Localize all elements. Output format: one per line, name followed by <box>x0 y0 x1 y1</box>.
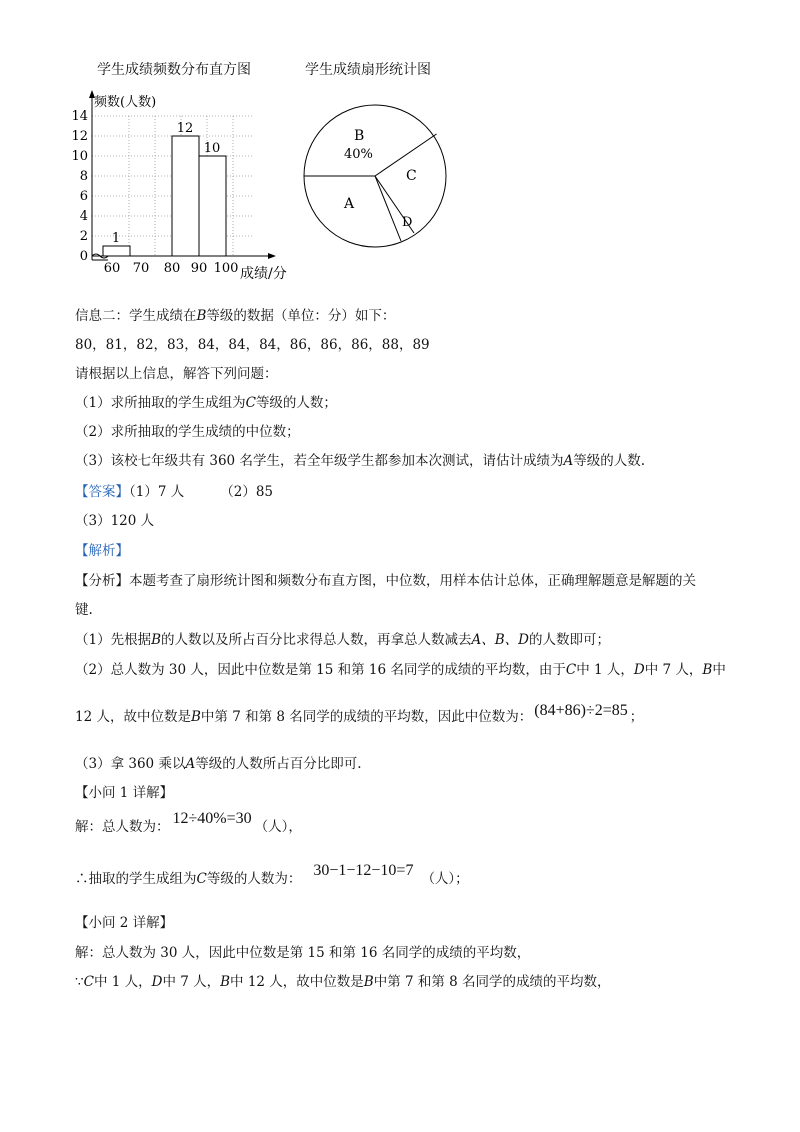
y-tick-label: 14 <box>71 109 88 124</box>
histogram-chart <box>48 88 308 288</box>
detail-1-line-1: 解：总人数为： 12÷40%=30 （人）， <box>75 810 302 835</box>
x-tick-label: 60 <box>103 261 121 276</box>
subq2-header: 【小问 2 详解】 <box>75 915 174 931</box>
y-tick-label: 12 <box>71 129 88 144</box>
y-tick-label: 10 <box>71 149 88 164</box>
x-axis-arrow <box>268 253 276 259</box>
question-1: （1）求所抽取的学生成组为C等级的人数； <box>75 395 337 411</box>
subq1-header: 【小问 1 详解】 <box>75 785 174 801</box>
histogram-bar <box>103 246 130 256</box>
jiexi-tag: 【解析】 <box>75 543 129 559</box>
bar-data-label: 12 <box>176 121 194 136</box>
x-axis-label: 成绩/分 <box>240 266 287 282</box>
total-formula: 12÷40%=30 <box>172 810 252 827</box>
answer-3: （3）120 人 <box>75 513 155 529</box>
x-tick-label: 100 <box>213 261 239 276</box>
pie-chart <box>300 88 470 258</box>
x-tick-label: 90 <box>190 261 208 276</box>
y-axis-label: 频数(人数) <box>94 95 157 110</box>
pie-label-b: B <box>354 128 365 144</box>
analysis-line-1: 【分析】本题考查了扇形统计图和频数分布直方图，中位数，用样本估计总体，正确理解题意是解题的关 <box>75 573 696 589</box>
pie-label-b-pct: 40% <box>344 147 373 162</box>
pie-title: 学生成绩扇形统计图 <box>305 62 431 78</box>
y-tick-label: 0 <box>79 249 88 264</box>
step-2: （2）总人数为 30 人，因此中位数是第 15 和第 16 名同学的成绩的平均数，由于C中 1 人，D中 7 人，B中 <box>75 662 726 678</box>
analysis-line-2: 键. <box>75 602 93 618</box>
step-3: （3）拿 360 乘以A等级的人数所占百分比即可. <box>75 756 362 772</box>
median-formula: (84+86)÷2=85 <box>534 702 628 719</box>
step-1: （1）先根据B的人数以及所占百分比求得总人数，再拿总人数减去A、B、D的人数即可； <box>75 632 611 648</box>
info2-line: 信息二：学生成绩在B等级的数据（单位：分）如下： <box>75 308 396 324</box>
y-tick-label: 4 <box>79 209 88 224</box>
c-count-formula: 30−1−12−10=7 <box>313 862 414 879</box>
pie-label-d: D <box>402 215 413 230</box>
pie-label-c: C <box>406 168 417 184</box>
detail-2-line-1: 解：总人数为 30 人，因此中位数是第 15 和第 16 名同学的成绩的平均数， <box>75 945 531 961</box>
question-3: （3）该校七年级共有 360 名学生，若全年级学生都参加本次测试，请估计成绩为A等级的人数. <box>75 453 645 469</box>
x-tick-label: 80 <box>163 261 181 276</box>
detail-2-line-2: ∵C中 1 人，D中 7 人，B中 12 人，故中位数是B中第 7 和第 8 名同学的成绩的平均数， <box>75 974 611 990</box>
y-tick-label: 6 <box>79 189 88 204</box>
data-line: 80，81，82，83，84，84，84，86，86，86，88，89 <box>75 337 430 353</box>
y-tick-label: 8 <box>79 169 88 184</box>
pie-label-a: A <box>344 196 355 212</box>
prompt-line: 请根据以上信息，解答下列问题： <box>75 366 278 382</box>
detail-1-line-2: ∴抽取的学生成组为C等级的人数为： 30−1−12−10=7 （人）； <box>75 862 469 887</box>
x-tick-label: 70 <box>132 261 150 276</box>
histogram-bar <box>199 156 226 256</box>
bar-data-label: 1 <box>111 231 121 246</box>
histogram-title: 学生成绩频数分布直方图 <box>97 62 251 78</box>
answer-line: 【答案】（1）7 人 （2）85 <box>75 484 274 500</box>
step-2-cont: 12 人，故中位数是B中第 7 和第 8 名同学的成绩的平均数，因此中位数为： (84+86)÷2=85 ； <box>75 702 644 725</box>
answer-tag: 【答案】 <box>75 484 129 500</box>
bar-data-label: 10 <box>203 141 221 156</box>
y-tick-label: 2 <box>79 229 88 244</box>
question-2: （2）求所抽取的学生成绩的中位数； <box>75 424 300 440</box>
histogram-bar <box>172 136 199 256</box>
